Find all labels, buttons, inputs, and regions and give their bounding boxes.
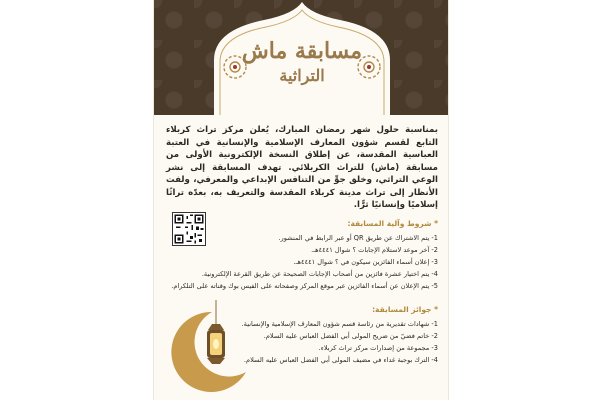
- poster-subtitle: التراثية: [279, 66, 325, 85]
- list-item: 4- الترك بوجبة غداء في مضيف المولى أبي الفضل العباس عليه السلام.: [243, 356, 438, 364]
- intro-paragraph: بمناسبة حلول شهر رمضان المبارك، يُعلن مركز تراث كربلاء التابع لقسم شؤون المعارف الإسلامية والإنسانية في العتبة العباسية المقدسة، عن إطلاق النسخة الإلكترونية الأولى من مسابقة (ماش) للتراث الكربلائي. تهدف المسابقة إلى نشر الوعي التراثي، وخلق جوٍّ من التنافس الإبداعي والمعرفي، ولفت الأنظار إلى تراث مدينة كربلاء المقدسة والتعريف به، بعدّه تراثًا إسلاميًا وإنسانيًا ثرًّا.: [166, 125, 438, 210]
- poster-title: مسابقة ماش: [241, 38, 363, 64]
- conditions-title: * شروط وآلية المسابقة:: [347, 219, 438, 228]
- list-item: 4- يتم اختيار عشرة فائزين من أصحاب الإجابات الصحيحة عن طريق القرعة الإلكترونية.: [201, 270, 438, 278]
- qr-code-icon[interactable]: [172, 212, 206, 246]
- list-item: 5- يتم الإعلان عن أسماء الفائزين عبر موقع المركز وصفحاته على الفيس بوك وقناته على التلكرام.: [171, 282, 438, 290]
- crescent-lantern-icon: [160, 300, 250, 396]
- prizes-title: * جوائز المسابقة:: [372, 305, 438, 314]
- list-item: 3- مجموعة من إصدارات مركز تراث كربلاء.: [318, 344, 438, 352]
- competition-poster: [153, 0, 449, 400]
- list-item: 2- آخر موعد لاستلام الإجابات ؟ شوال ٤٤٤١هـ.: [311, 246, 438, 254]
- list-item: 3- إعلان أسماء الفائزين سيكون في ؟ شوال ٤٤٤١هـ.: [293, 258, 438, 266]
- conditions-section: [171, 218, 438, 292]
- list-item: 2- خاتم فضيّ من ضريح المولى أبي الفضل العباس عليه السلام.: [263, 332, 438, 340]
- list-item: 1- يتم الاشتراك عن طريق QR أو عبر الرابط في المنشور.: [278, 234, 438, 242]
- list-item: 1- شهادات تقديرية من رئاسة قسم شؤون المعارف الإسلامية والإنسانية.: [241, 320, 438, 328]
